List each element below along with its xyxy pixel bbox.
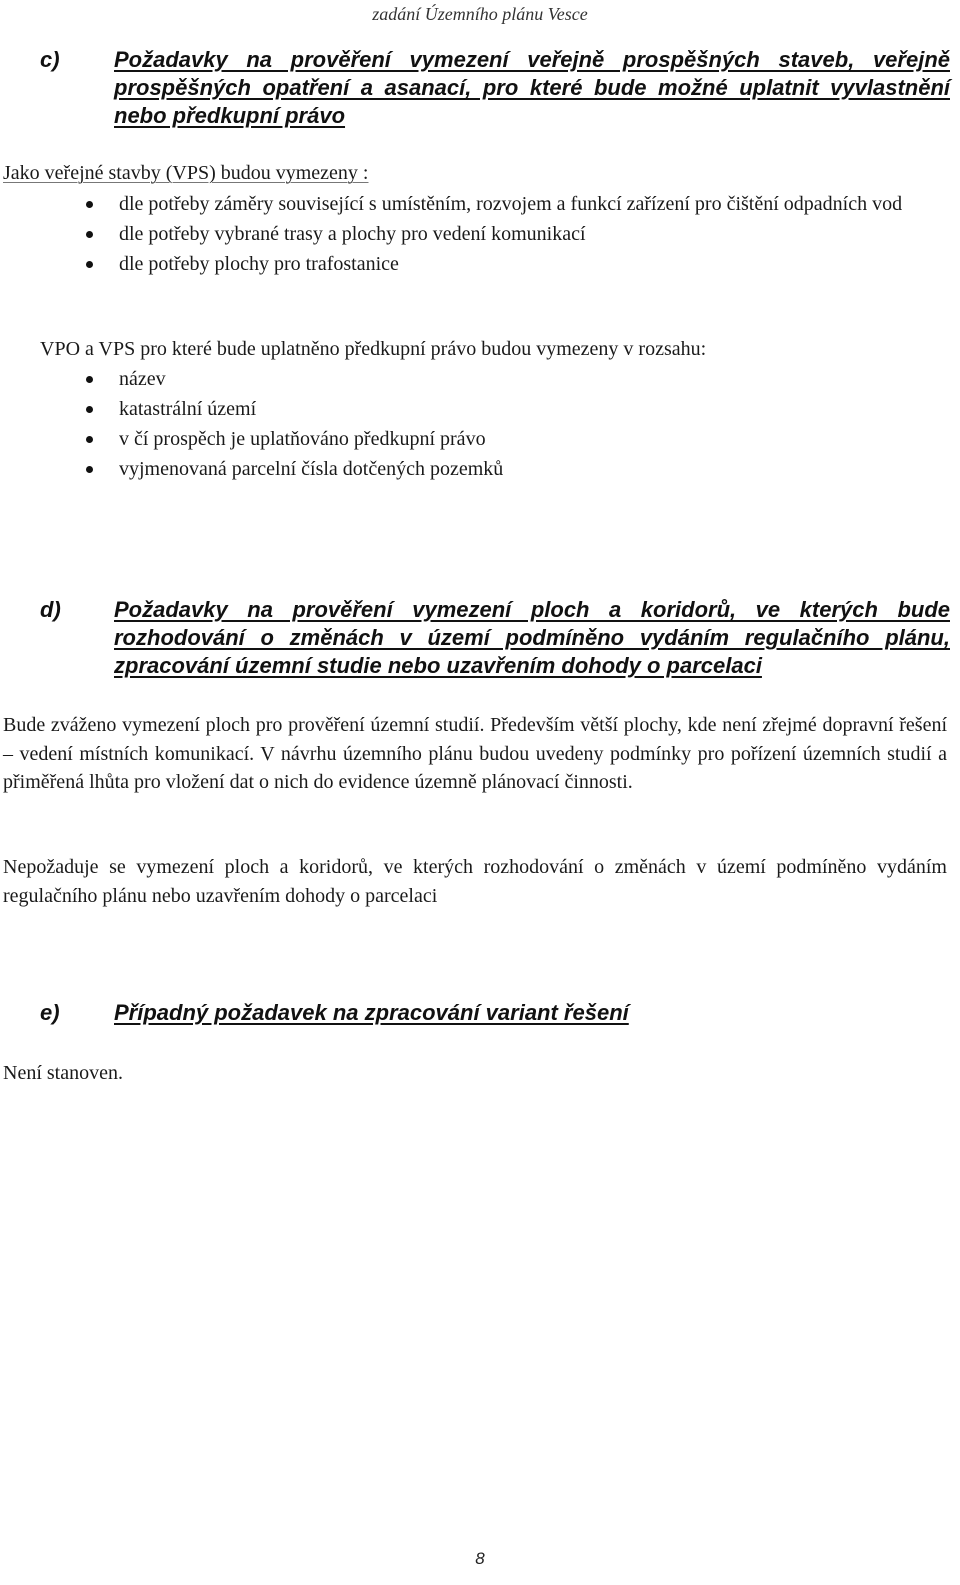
- section-d-heading: [40, 596, 950, 680]
- section-c-title: Požadavky na prověření vymezení veřejně prospěšných staveb, veřejně prospěšných opatření a asanací, pro které bude možné uplatnit vyvlastnění nebo předkupní právo: [114, 47, 950, 128]
- section-c-heading: [40, 46, 950, 130]
- section-e-title: Případný požadavek na zpracování variant řešení: [114, 1000, 629, 1025]
- page-number: 8: [475, 1549, 485, 1568]
- vpo-intro: VPO a VPS pro které bude uplatněno předkupní právo budou vymezeny v rozsahu:: [40, 338, 707, 360]
- section-d-paragraph-2: Nepožaduje se vymezení ploch a koridorů, ve kterých rozhodování o změnách v území podmíněno vydáním regulačního plánu nebo uzavřením dohody o parcelaci: [3, 856, 947, 907]
- section-e-heading: [40, 999, 950, 1027]
- section-d-title: Požadavky na prověření vymezení ploch a koridorů, ve kterých bude rozhodování o změnách v území podmíněno vydáním regulačního plánu, zpracování územní studie nebo uzavřením dohody o parcelaci: [114, 597, 950, 678]
- section-e-text: Není stanoven.: [3, 1062, 123, 1084]
- section-d-letter: d): [40, 597, 61, 622]
- list-item: název: [86, 364, 786, 394]
- section-e-letter: e): [40, 1000, 60, 1025]
- vps-intro: Jako veřejné stavby (VPS) budou vymezeny :: [3, 162, 369, 184]
- section-d-paragraph-1: Bude zváženo vymezení ploch pro prověření územní studií. Především větší plochy, kde není zřejmé dopravní řešení – vedení místních komunikací. V návrhu územního plánu budou uvedeny podmínky pro pořízení územních studií a přiměřená lhůta pro vložení dat o nich do evidence územně plánovací činnosti.: [3, 714, 947, 793]
- vps-list: [86, 189, 950, 279]
- list-item: katastrální území: [86, 394, 786, 424]
- list-item: v čí prospěch je uplatňováno předkupní právo: [86, 424, 786, 454]
- list-item: dle potřeby plochy pro trafostanice: [86, 249, 950, 279]
- list-item: vyjmenovaná parcelní čísla dotčených pozemků: [86, 454, 786, 484]
- list-item: dle potřeby vybrané trasy a plochy pro vedení komunikací: [86, 219, 950, 249]
- list-item: dle potřeby záměry související s umístěním, rozvojem a funkcí zařízení pro čištění odpadních vod: [86, 189, 950, 219]
- vpo-list: [86, 364, 786, 484]
- section-c-letter: c): [40, 47, 60, 72]
- running-header: zadání Územního plánu Vesce: [372, 4, 588, 24]
